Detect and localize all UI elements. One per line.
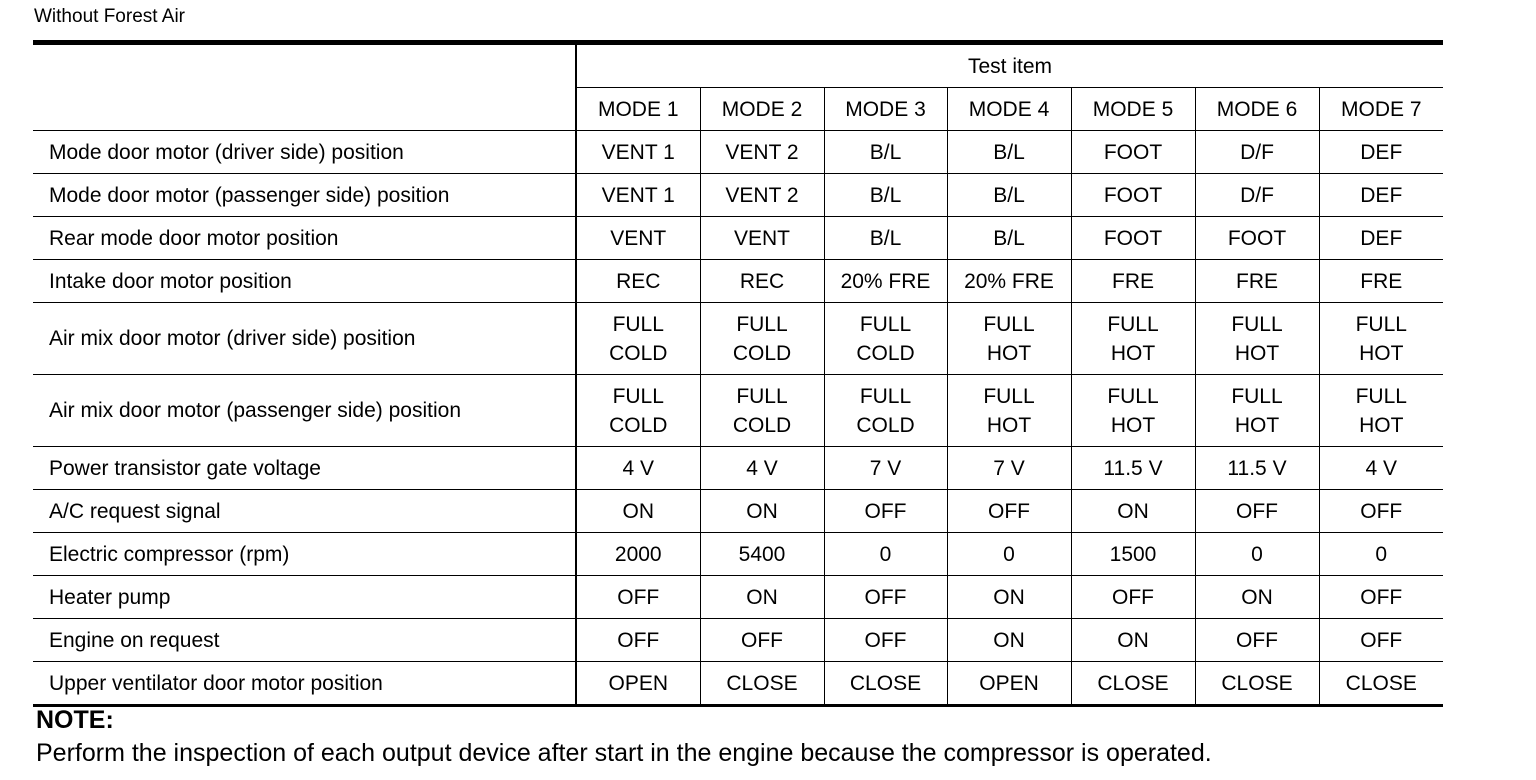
value-cell: VENT 2 — [700, 131, 824, 174]
value-cell: 0 — [947, 533, 1071, 576]
value-cell: OFF — [1319, 619, 1443, 662]
row-label: Mode door motor (passenger side) position — [33, 174, 576, 217]
value-line: COLD — [732, 413, 792, 437]
value-line: HOT — [1110, 413, 1156, 437]
value-cell: FRE — [1071, 260, 1195, 303]
value-cell — [576, 303, 700, 375]
mode-header: MODE 1 — [576, 88, 700, 131]
value-cell: OFF — [824, 490, 947, 533]
value-cell: OFF — [824, 619, 947, 662]
value-line: FULL — [736, 384, 788, 408]
value-cell: CLOSE — [1071, 662, 1195, 706]
table-row — [33, 619, 1443, 662]
value-cell: B/L — [947, 174, 1071, 217]
row-label: Mode door motor (driver side) position — [33, 131, 576, 174]
value-cell: DEF — [1319, 174, 1443, 217]
row-label: Power transistor gate voltage — [33, 447, 576, 490]
value-cell: CLOSE — [1195, 662, 1319, 706]
header-blank-cell — [33, 43, 576, 131]
value-cell: OFF — [700, 619, 824, 662]
value-cell: 11.5 V — [1195, 447, 1319, 490]
value-line: HOT — [1359, 341, 1404, 365]
value-cell: OFF — [1195, 619, 1319, 662]
table-row — [33, 174, 1443, 217]
value-line: HOT — [1359, 413, 1404, 437]
note-text: Perform the inspection of each output device after start in the engine because the compressor is operated. — [36, 739, 1212, 767]
mode-header: MODE 7 — [1319, 88, 1443, 131]
value-line: COLD — [856, 341, 915, 365]
value-cell: D/F — [1195, 174, 1319, 217]
value-cell: FRE — [1195, 260, 1319, 303]
value-line: FULL — [859, 312, 912, 336]
value-cell: 20% FRE — [947, 260, 1071, 303]
value-cell — [824, 303, 947, 375]
value-line: HOT — [1234, 341, 1280, 365]
value-cell: D/F — [1195, 131, 1319, 174]
table-row — [33, 303, 1443, 375]
value-line: HOT — [986, 413, 1032, 437]
value-cell — [1319, 303, 1443, 375]
value-cell: OPEN — [576, 662, 700, 706]
mode-header: MODE 3 — [824, 88, 947, 131]
value-cell: ON — [1195, 576, 1319, 619]
value-cell: 20% FRE — [824, 260, 947, 303]
value-line: COLD — [856, 413, 915, 437]
value-cell: 0 — [1195, 533, 1319, 576]
value-cell: 4 V — [1319, 447, 1443, 490]
value-cell: VENT 1 — [576, 131, 700, 174]
value-cell — [700, 303, 824, 375]
value-cell: FRE — [1319, 260, 1443, 303]
value-cell: OFF — [947, 490, 1071, 533]
value-line: FULL — [1355, 312, 1407, 336]
value-cell: B/L — [824, 174, 947, 217]
value-cell — [1319, 375, 1443, 447]
value-cell: 4 V — [700, 447, 824, 490]
value-cell: ON — [1071, 490, 1195, 533]
value-cell: CLOSE — [700, 662, 824, 706]
value-cell: OFF — [1071, 576, 1195, 619]
value-line: HOT — [986, 341, 1032, 365]
value-line: FULL — [983, 384, 1035, 408]
value-line: FULL — [1107, 312, 1159, 336]
row-label: Electric compressor (rpm) — [33, 533, 576, 576]
value-cell: ON — [700, 490, 824, 533]
value-cell: 7 V — [947, 447, 1071, 490]
value-cell: OFF — [576, 619, 700, 662]
value-cell: OFF — [1319, 576, 1443, 619]
table-row — [33, 217, 1443, 260]
value-cell — [1195, 303, 1319, 375]
value-cell: FOOT — [1071, 131, 1195, 174]
value-cell: 4 V — [576, 447, 700, 490]
row-label: Air mix door motor (driver side) position — [33, 303, 576, 375]
value-cell: REC — [576, 260, 700, 303]
value-cell: OFF — [576, 576, 700, 619]
value-cell: 0 — [1319, 533, 1443, 576]
row-label: Air mix door motor (passenger side) position — [33, 375, 576, 447]
value-cell: B/L — [947, 217, 1071, 260]
value-cell — [947, 375, 1071, 447]
table-caption: Without Forest Air — [34, 6, 185, 27]
value-cell: ON — [947, 576, 1071, 619]
row-label: Engine on request — [33, 619, 576, 662]
value-cell — [1195, 375, 1319, 447]
value-cell: OFF — [1319, 490, 1443, 533]
value-cell: OFF — [824, 576, 947, 619]
value-cell: ON — [576, 490, 700, 533]
value-cell: VENT — [700, 217, 824, 260]
value-cell: 0 — [824, 533, 947, 576]
value-cell: 2000 — [576, 533, 700, 576]
mode-header: MODE 4 — [947, 88, 1071, 131]
table-row — [33, 576, 1443, 619]
row-label: Intake door motor position — [33, 260, 576, 303]
value-cell: 5400 — [700, 533, 824, 576]
table-row — [33, 490, 1443, 533]
table-row — [33, 447, 1443, 490]
row-label: Heater pump — [33, 576, 576, 619]
value-cell: CLOSE — [824, 662, 947, 706]
mode-header: MODE 2 — [700, 88, 824, 131]
value-line: FULL — [612, 312, 664, 336]
value-cell: DEF — [1319, 131, 1443, 174]
value-line: FULL — [1355, 384, 1407, 408]
table-row — [33, 662, 1443, 706]
value-cell: 1500 — [1071, 533, 1195, 576]
value-cell: ON — [947, 619, 1071, 662]
value-cell: B/L — [947, 131, 1071, 174]
table-row — [33, 375, 1443, 447]
value-line: FULL — [736, 312, 788, 336]
value-cell: OPEN — [947, 662, 1071, 706]
value-line: FULL — [859, 384, 912, 408]
value-cell: DEF — [1319, 217, 1443, 260]
value-line: COLD — [732, 341, 792, 365]
value-cell: FOOT — [1071, 217, 1195, 260]
test-item-table — [33, 40, 1443, 707]
value-line: HOT — [1110, 341, 1156, 365]
value-cell — [947, 303, 1071, 375]
value-cell: FOOT — [1195, 217, 1319, 260]
value-cell: FOOT — [1071, 174, 1195, 217]
value-line: FULL — [612, 384, 664, 408]
table-row — [33, 131, 1443, 174]
value-line: HOT — [1234, 413, 1280, 437]
value-cell — [700, 375, 824, 447]
value-cell: OFF — [1195, 490, 1319, 533]
value-cell: ON — [1071, 619, 1195, 662]
row-label: Rear mode door motor position — [33, 217, 576, 260]
value-cell: 7 V — [824, 447, 947, 490]
row-label: Upper ventilator door motor position — [33, 662, 576, 706]
value-line: COLD — [609, 413, 668, 437]
value-cell: B/L — [824, 217, 947, 260]
value-cell — [1071, 375, 1195, 447]
value-cell — [824, 375, 947, 447]
value-cell: VENT 1 — [576, 174, 700, 217]
value-cell: B/L — [824, 131, 947, 174]
table-row — [33, 533, 1443, 576]
row-label: A/C request signal — [33, 490, 576, 533]
value-cell: 11.5 V — [1071, 447, 1195, 490]
value-cell — [576, 375, 700, 447]
value-line: FULL — [1231, 312, 1283, 336]
value-line: COLD — [609, 341, 668, 365]
value-cell: REC — [700, 260, 824, 303]
value-line: FULL — [1231, 384, 1283, 408]
test-item-header: Test item — [576, 43, 1443, 88]
value-cell: VENT — [576, 217, 700, 260]
value-cell: CLOSE — [1319, 662, 1443, 706]
value-line: FULL — [1107, 384, 1159, 408]
value-cell — [1071, 303, 1195, 375]
note-title: NOTE: — [36, 706, 114, 734]
value-cell: ON — [700, 576, 824, 619]
mode-header: MODE 6 — [1195, 88, 1319, 131]
table-row — [33, 260, 1443, 303]
value-line: FULL — [983, 312, 1035, 336]
value-cell: VENT 2 — [700, 174, 824, 217]
mode-header: MODE 5 — [1071, 88, 1195, 131]
